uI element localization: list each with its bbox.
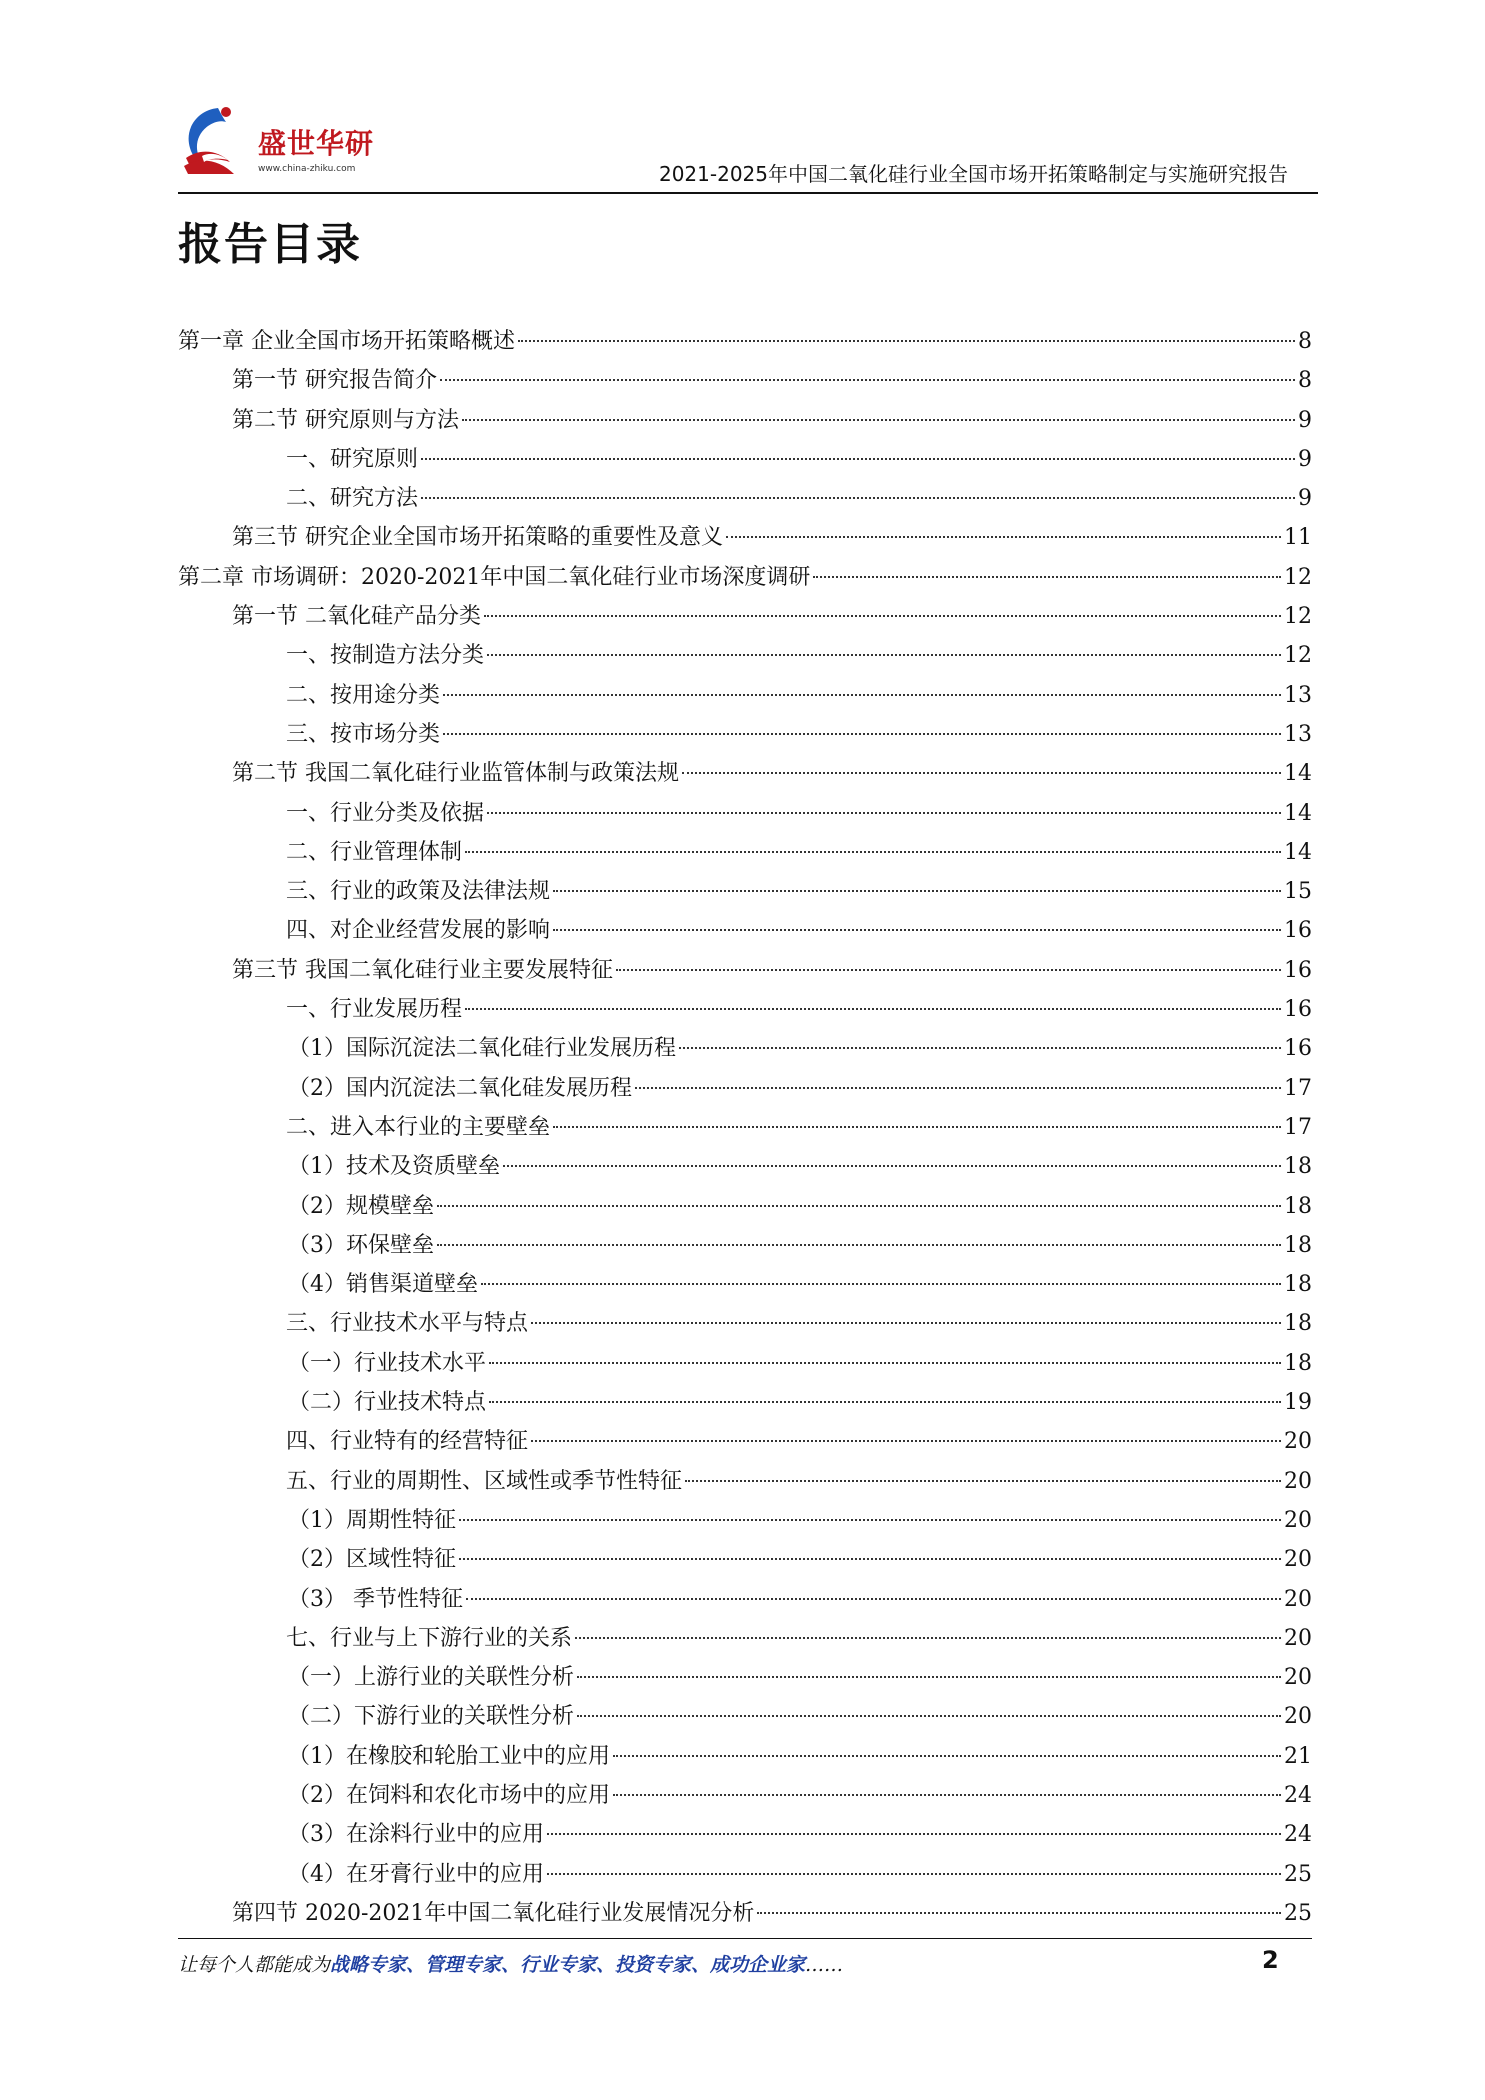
toc-entry-label: 一、行业发展历程 — [286, 997, 463, 1023]
toc-entry[interactable] — [178, 440, 1312, 479]
toc-entry[interactable] — [178, 794, 1312, 833]
toc-dot-leader — [635, 1087, 1281, 1089]
toc-entry[interactable] — [178, 833, 1312, 872]
toc-entry-label: （4）在牙膏行业中的应用 — [288, 1861, 544, 1887]
toc-entry[interactable] — [178, 676, 1312, 715]
toc-entry[interactable] — [178, 1815, 1312, 1854]
toc-entry-label: 四、对企业经营发展的影响 — [286, 918, 551, 944]
toc-entry-page: 20 — [1284, 1468, 1312, 1494]
toc-entry-label: （1）国际沉淀法二氧化硅行业发展历程 — [288, 1036, 676, 1062]
toc-entry[interactable] — [178, 1776, 1312, 1815]
toc-entry-page: 14 — [1284, 761, 1312, 787]
toc-dot-leader — [487, 812, 1281, 814]
toc-dot-leader — [613, 1794, 1281, 1796]
toc-entry-page: 20 — [1284, 1586, 1312, 1612]
toc-entry[interactable] — [178, 1501, 1312, 1540]
toc-dot-leader — [421, 497, 1295, 499]
toc-entry-page: 9 — [1298, 407, 1312, 433]
toc-entry-page: 13 — [1284, 682, 1312, 708]
toc-entry[interactable] — [178, 1383, 1312, 1422]
toc-entry[interactable] — [178, 990, 1312, 1029]
footer-slogan — [178, 1950, 843, 1977]
toc-dot-leader — [466, 1598, 1281, 1600]
toc-entry[interactable] — [178, 518, 1312, 557]
toc-dot-leader — [518, 340, 1295, 342]
toc-entry-label: 五、行业的周期性、区域性或季节性特征 — [286, 1468, 683, 1494]
toc-entry-label: （1）周期性特征 — [288, 1507, 456, 1533]
toc-dot-leader — [547, 1873, 1281, 1875]
toc-entry[interactable] — [178, 1855, 1312, 1894]
toc-dot-leader — [547, 1833, 1281, 1835]
toc-entry[interactable] — [178, 1147, 1312, 1186]
toc-dot-leader — [489, 1401, 1281, 1403]
toc-entry[interactable] — [178, 597, 1312, 636]
toc-entry-page: 18 — [1284, 1193, 1312, 1219]
toc-entry-page: 11 — [1284, 525, 1312, 551]
toc-dot-leader — [531, 1322, 1281, 1324]
toc-entry-label: （4）销售渠道壁垒 — [288, 1272, 478, 1298]
toc-entry-page: 18 — [1284, 1350, 1312, 1376]
toc-entry-label: （2）国内沉淀法二氧化硅发展历程 — [288, 1075, 632, 1101]
toc-entry-page: 20 — [1284, 1547, 1312, 1573]
toc-dot-leader — [682, 772, 1281, 774]
toc-entry-page: 16 — [1284, 1036, 1312, 1062]
toc-entry-page: 14 — [1284, 800, 1312, 826]
toc-dot-leader — [465, 1008, 1281, 1010]
report-title: 2021-2025年中国二氧化硅行业全国市场开拓策略制定与实施研究报告 — [658, 162, 1288, 186]
toc-entry[interactable] — [178, 1344, 1312, 1383]
toc-entry-label: 一、研究原则 — [286, 446, 419, 472]
toc-entry-page: 17 — [1284, 1075, 1312, 1101]
toc-entry-page: 17 — [1284, 1114, 1312, 1140]
toc-entry-page: 25 — [1284, 1861, 1312, 1887]
toc-entry-label: （2）规模壁垒 — [288, 1193, 434, 1219]
toc-entry-page: 20 — [1284, 1665, 1312, 1691]
toc-entry-page: 16 — [1284, 957, 1312, 983]
toc-entry-page: 18 — [1284, 1311, 1312, 1337]
toc-entry-page: 24 — [1284, 1782, 1312, 1808]
toc-dot-leader — [679, 1047, 1281, 1049]
toc-dot-leader — [553, 1126, 1281, 1128]
toc-entry-label: （2）在饲料和农化市场中的应用 — [288, 1782, 610, 1808]
page-header — [178, 100, 1318, 196]
toc-entry-label: 第四节 2020-2021年中国二氧化硅行业发展情况分析 — [232, 1900, 755, 1926]
toc-entry-page: 12 — [1284, 564, 1312, 590]
toc-entry-page: 20 — [1284, 1704, 1312, 1730]
toc-entry[interactable] — [178, 1658, 1312, 1697]
toc-entry[interactable] — [178, 1422, 1312, 1461]
toc-entry-label: （二）行业技术特点 — [288, 1390, 487, 1416]
toc-entry[interactable] — [178, 1540, 1312, 1579]
toc-entry-label: （3） 季节性特征 — [288, 1586, 463, 1612]
toc-entry-page: 12 — [1284, 604, 1312, 630]
toc-entry[interactable] — [178, 1108, 1312, 1147]
logo-mark-icon — [178, 102, 256, 184]
toc-entry-label: （一）上游行业的关联性分析 — [288, 1665, 575, 1691]
toc-entry[interactable] — [178, 1069, 1312, 1108]
toc-entry[interactable] — [178, 401, 1312, 440]
toc-entry-label: 四、行业特有的经营特征 — [286, 1429, 529, 1455]
toc-entry-page: 18 — [1284, 1232, 1312, 1258]
toc-entry-label: （1）技术及资质壁垒 — [288, 1154, 500, 1180]
footer-divider — [178, 1938, 1312, 1939]
company-logo — [178, 102, 418, 184]
toc-entry-label: 第一节 研究报告简介 — [232, 368, 437, 394]
toc-entry-label: （一）行业技术水平 — [288, 1350, 487, 1376]
toc-dot-leader — [503, 1165, 1281, 1167]
toc-entry-page: 25 — [1284, 1900, 1312, 1926]
toc-entry[interactable] — [178, 479, 1312, 518]
toc-entry[interactable] — [178, 715, 1312, 754]
toc-dot-leader — [421, 458, 1295, 460]
toc-dot-leader — [553, 890, 1281, 892]
toc-dot-leader — [465, 851, 1281, 853]
toc-entry-label: 第二节 研究原则与方法 — [232, 407, 459, 433]
toc-dot-leader — [553, 929, 1281, 931]
toc-entry-page: 19 — [1284, 1390, 1312, 1416]
toc-dot-leader — [443, 694, 1281, 696]
toc-entry-page: 13 — [1284, 721, 1312, 747]
toc-entry-page: 21 — [1284, 1743, 1312, 1769]
toc-entry-label: 第二节 我国二氧化硅行业监管体制与政策法规 — [232, 761, 679, 787]
toc-entry-page: 9 — [1298, 486, 1312, 512]
toc-entry[interactable] — [178, 951, 1312, 990]
toc-dot-leader — [462, 419, 1295, 421]
toc-entry-label: （1）在橡胶和轮胎工业中的应用 — [288, 1743, 610, 1769]
toc-entry[interactable] — [178, 911, 1312, 950]
header-divider — [178, 192, 1318, 194]
toc-entry-page: 8 — [1298, 368, 1312, 394]
toc-entry-page: 16 — [1284, 997, 1312, 1023]
toc-entry-page: 24 — [1284, 1822, 1312, 1848]
toc-dot-leader — [577, 1676, 1281, 1678]
toc-entry[interactable] — [178, 1226, 1312, 1265]
toc-entry[interactable] — [178, 754, 1312, 793]
footer-slogan-emphasis: 战略专家、管理专家、行业专家、投资专家、成功企业家 — [330, 1954, 806, 1976]
toc-entry-page: 8 — [1298, 329, 1312, 354]
footer-slogan-suffix: …… — [805, 1954, 844, 1976]
toc-entry-page: 20 — [1284, 1625, 1312, 1651]
toc-dot-leader — [437, 1205, 1281, 1207]
toc-dot-leader — [577, 1715, 1281, 1717]
toc-dot-leader — [481, 1283, 1281, 1285]
toc-dot-leader — [437, 1244, 1281, 1246]
toc-entry-label: 一、行业分类及依据 — [286, 800, 485, 826]
toc-entry[interactable] — [178, 1265, 1312, 1304]
toc-entry[interactable] — [178, 1462, 1312, 1501]
toc-entry-label: 三、行业的政策及法律法规 — [286, 879, 551, 905]
toc-entry-label: 一、按制造方法分类 — [286, 643, 485, 669]
toc-entry-page: 14 — [1284, 839, 1312, 865]
logo-url: www.china-zhiku.com — [258, 164, 356, 174]
toc-entry[interactable] — [178, 361, 1312, 400]
toc-entry-label: 二、行业管理体制 — [286, 839, 463, 865]
toc-entry[interactable] — [178, 636, 1312, 675]
toc-entry[interactable] — [178, 1697, 1312, 1736]
toc-entry-page: 20 — [1284, 1429, 1312, 1455]
toc-dot-leader — [484, 615, 1281, 617]
toc-dot-leader — [531, 1440, 1281, 1442]
footer-slogan-prefix: 让每个人都能成为 — [178, 1954, 331, 1976]
toc-entry[interactable] — [178, 1304, 1312, 1343]
page-title: 报告目录 — [178, 219, 362, 270]
toc-dot-leader — [440, 379, 1295, 381]
toc-entry-page: 20 — [1284, 1507, 1312, 1533]
toc-entry-page: 16 — [1284, 918, 1312, 944]
toc-dot-leader — [443, 733, 1281, 735]
toc-dot-leader — [575, 1637, 1281, 1639]
toc-entry-label: 第一节 二氧化硅产品分类 — [232, 604, 481, 630]
toc-dot-leader — [459, 1558, 1281, 1560]
logo-name: 盛世华研 — [258, 127, 375, 160]
toc-dot-leader — [685, 1480, 1281, 1482]
toc-entry-label: 第三节 我国二氧化硅行业主要发展特征 — [232, 957, 613, 983]
toc-entry-label: （3）在涂料行业中的应用 — [288, 1822, 544, 1848]
toc-dot-leader — [613, 1755, 1281, 1757]
toc-entry[interactable] — [178, 1580, 1312, 1619]
toc-dot-leader — [616, 969, 1281, 971]
toc-dot-leader — [813, 576, 1281, 578]
page-number: 2 — [1262, 1946, 1279, 1974]
toc-entry-label: 第一章 企业全国市场开拓策略概述 — [178, 329, 515, 354]
toc-entry-label: （二）下游行业的关联性分析 — [288, 1704, 575, 1730]
toc-entry[interactable] — [178, 1894, 1312, 1933]
toc-entry-page: 18 — [1284, 1272, 1312, 1298]
toc-entry-label: 二、按用途分类 — [286, 682, 441, 708]
toc-entry[interactable] — [178, 1737, 1312, 1776]
toc-entry[interactable] — [178, 872, 1312, 911]
toc-entry-label: 三、按市场分类 — [286, 721, 441, 747]
toc-entry-page: 9 — [1298, 446, 1312, 472]
toc-entry[interactable] — [178, 1187, 1312, 1226]
toc-entry[interactable] — [178, 558, 1312, 597]
toc-dot-leader — [726, 536, 1281, 538]
toc-entry[interactable] — [178, 1029, 1312, 1068]
toc-entry-page: 18 — [1284, 1154, 1312, 1180]
toc-dot-leader — [459, 1519, 1281, 1521]
toc-entry-label: 第三节 研究企业全国市场开拓策略的重要性及意义 — [232, 525, 723, 551]
toc-entry-label: 第二章 市场调研：2020-2021年中国二氧化硅行业市场深度调研 — [178, 564, 811, 590]
toc-entry-page: 12 — [1284, 643, 1312, 669]
toc-entry-label: 三、行业技术水平与特点 — [286, 1311, 529, 1337]
toc-entry-label: 二、研究方法 — [286, 486, 419, 512]
toc-entry-page: 15 — [1284, 879, 1312, 905]
toc-entry-label: 七、行业与上下游行业的关系 — [286, 1625, 573, 1651]
toc-entry[interactable] — [178, 1619, 1312, 1658]
toc-dot-leader — [757, 1912, 1281, 1914]
toc-dot-leader — [489, 1362, 1281, 1364]
toc-entry-label: （2）区域性特征 — [288, 1547, 456, 1573]
table-of-contents — [178, 322, 1312, 1933]
toc-entry[interactable] — [178, 322, 1312, 361]
toc-entry-label: （3）环保壁垒 — [288, 1232, 434, 1258]
toc-dot-leader — [487, 654, 1281, 656]
toc-entry-label: 二、进入本行业的主要壁垒 — [286, 1114, 551, 1140]
